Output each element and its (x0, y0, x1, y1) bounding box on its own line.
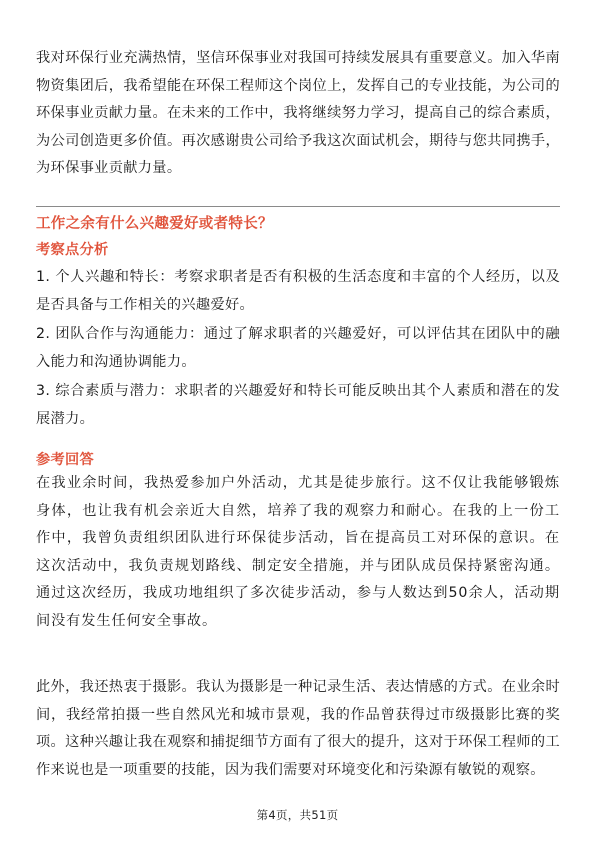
answer-paragraph: 在我业余时间，我热爱参加户外活动，尤其是徒步旅行。这不仅让我能够锻炼身体，也让我有机会亲近大自然，培养了我的观察力和耐心。在我的上一份工作中，我曾负责组织团队进行环保徒步活动，旨在提高员工对环保的意识。在这次活动中，我负责规划路线、制定安全措施，并与团队成员保持紧密沟通。通过这次经历，我成功地组织了多次徒步活动，参与人数达到50余人，活动期间没有发生任何安全事故。 (36, 475, 560, 629)
section-divider (36, 206, 560, 207)
page-number: 第4页，共51页 (256, 808, 339, 822)
answer-paragraph: 此外，我还热衷于摄影。我认为摄影是一种记录生活、表达情感的方式。在业余时间，我经常拍摄一些自然风光和城市景观，我的作品曾获得过市级摄影比赛的奖项。这种兴趣让我在观察和捕捉细节方面有了很大的提升，这对于环保工程师的工作来说也是一项重要的技能，因为我们需要对环境变化和污染源有敏锐的观察。 (36, 679, 560, 778)
analysis-item: 3. 综合素质与潜力：求职者的兴趣爱好和特长可能反映出其个人素质和潜在的发展潜力。 (36, 383, 560, 427)
intro-paragraph: 我对环保行业充满热情，坚信环保事业对我国可持续发展具有重要意义。加入华南物资集团后，我希望能在环保工程师这个岗位上，发挥自己的专业技能，为公司的环保事业贡献力量。在未来的工作中，我将继续努力学习，提高自己的综合素质，为公司创造更多价值。再次感谢贵公司给予我这次面试机会，期待与您共同携手，为环保事业贡献力量。 (36, 50, 560, 177)
analysis-heading: 考察点分析 (36, 242, 109, 258)
analysis-item: 1. 个人兴趣和特长：考察求职者是否有积极的生活态度和丰富的个人经历，以及是否具备与工作相关的兴趣爱好。 (36, 269, 560, 313)
question-title: 工作之余有什么兴趣爱好或者特长？ (36, 216, 273, 232)
answer-heading: 参考回答 (36, 452, 94, 468)
analysis-list (36, 264, 560, 436)
analysis-item: 2. 团队合作与沟通能力：通过了解求职者的兴趣爱好，可以评估其在团队中的融入能力和沟通协调能力。 (36, 326, 560, 370)
